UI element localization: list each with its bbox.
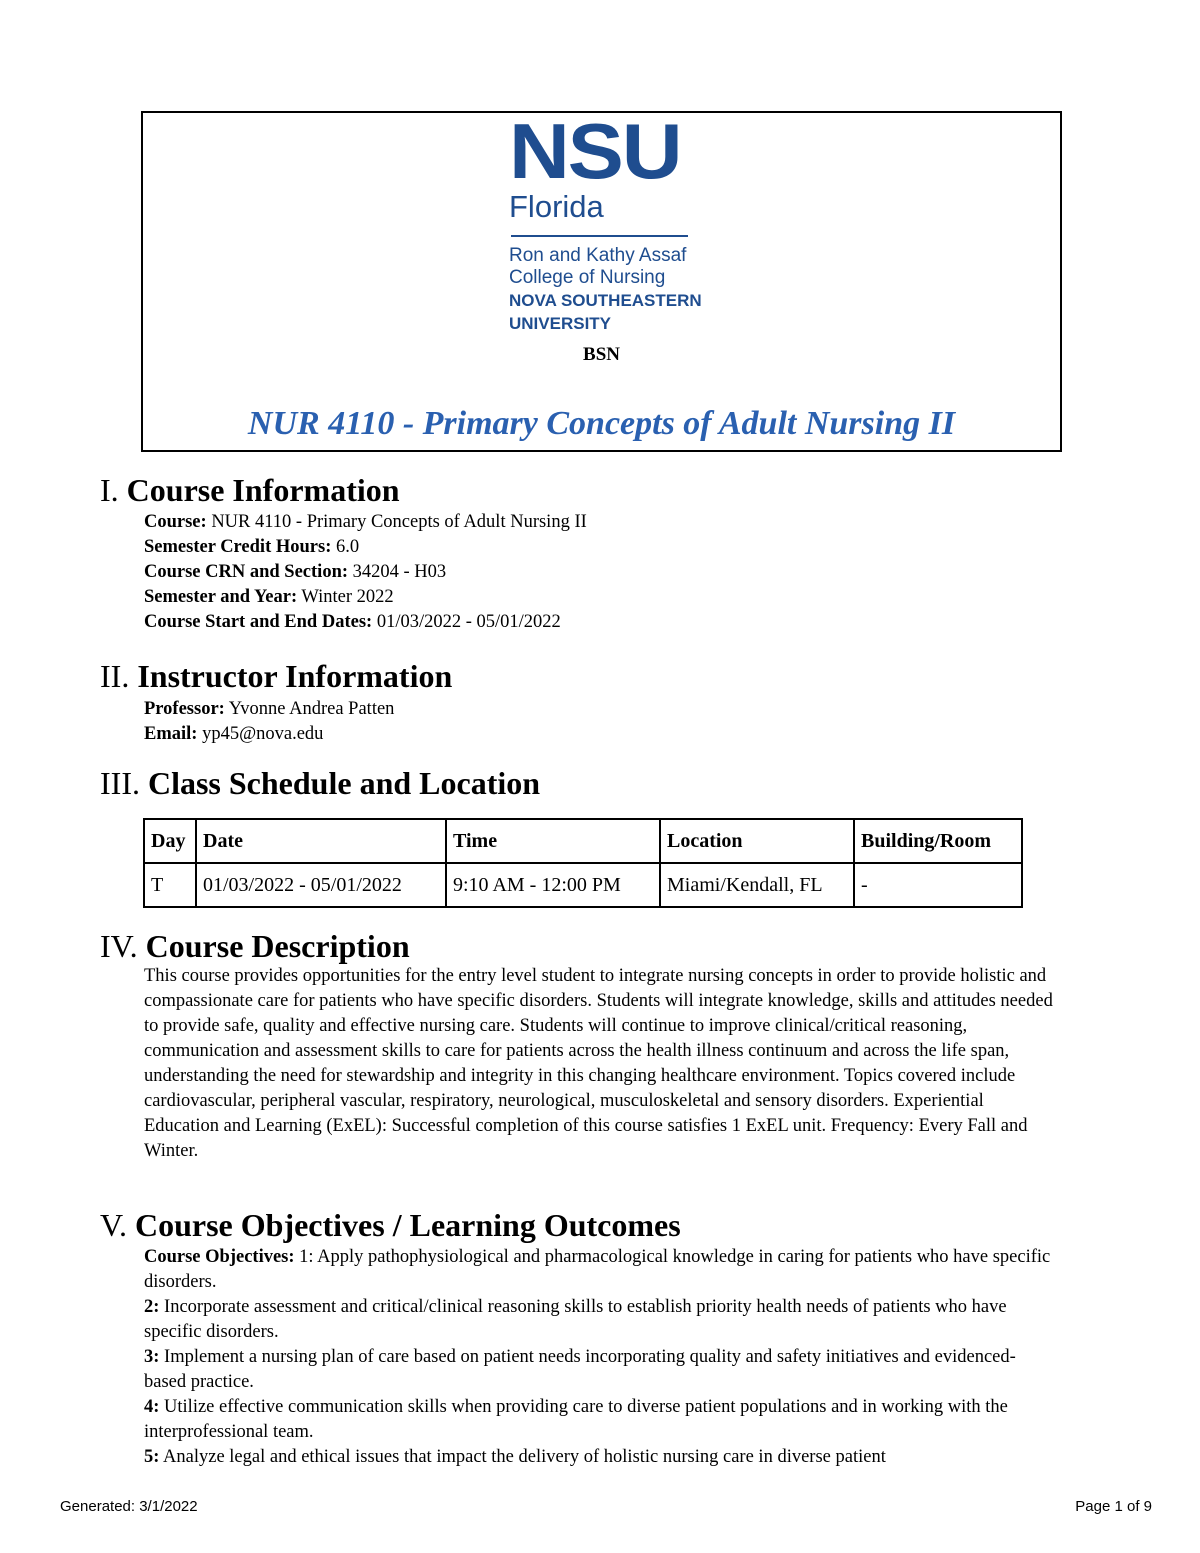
logo-divider <box>511 235 688 237</box>
email-link[interactable]: yp45@nova.edu <box>202 724 324 744</box>
table-row <box>144 863 1022 907</box>
info-row: Semester Credit Hours: 6.0 <box>144 537 360 557</box>
footer-page-number: Page 1 of 9 <box>1075 1498 1152 1515</box>
table-cell: T <box>144 863 196 907</box>
table-header-cell: Day <box>144 819 196 863</box>
table-header-cell: Location <box>660 819 854 863</box>
table-header-row <box>144 819 1022 863</box>
section-heading: I. Course Information <box>100 472 400 508</box>
table-cell: - <box>854 863 1022 907</box>
section-course-description <box>100 928 410 964</box>
schedule-table <box>143 818 1023 908</box>
objective-item: 3: Implement a nursing plan of care based on patient needs incorporating quality and safety initiatives and evidenced-based practice. <box>144 1347 1016 1392</box>
logo-line-bold: UNIVERSITY <box>509 314 612 333</box>
section-heading: IV. Course Description <box>100 928 410 964</box>
objective-item: Course Objectives: 1: Apply pathophysiological and pharmacological knowledge in caring for patients who have specific disorders. <box>144 1247 1051 1292</box>
logo-florida-text: Florida <box>509 189 604 224</box>
section-heading: III. Class Schedule and Location <box>100 765 541 801</box>
info-row: Email: yp45@nova.edu <box>144 724 324 744</box>
info-row: Professor: Yvonne Andrea Patten <box>144 699 395 719</box>
table-header-cell: Time <box>446 819 660 863</box>
section-instructor-information <box>100 658 452 694</box>
objective-item: 5: Analyze legal and ethical issues that impact the delivery of holistic nursing care in diverse patient <box>144 1447 886 1467</box>
info-row: Course: NUR 4110 - Primary Concepts of Adult Nursing II <box>144 512 587 532</box>
section-class-schedule <box>100 765 540 801</box>
course-title: NUR 4110 - Primary Concepts of Adult Nursing II <box>247 405 956 442</box>
instructor-info-list <box>144 697 1059 747</box>
logo-line: College of Nursing <box>509 267 666 288</box>
section-heading: V. Course Objectives / Learning Outcomes <box>100 1207 681 1243</box>
section-course-objectives <box>100 1207 681 1243</box>
logo-line-bold: NOVA SOUTHEASTERN <box>509 291 702 310</box>
table-header-cell: Date <box>196 819 446 863</box>
section-course-information <box>100 472 400 508</box>
logo-line: Ron and Kathy Assaf <box>509 245 687 266</box>
footer-generated: Generated: 3/1/2022 <box>60 1498 198 1515</box>
logo-nsu-text: NSU <box>509 107 681 195</box>
info-row: Course Start and End Dates: 01/03/2022 - 05/01/2022 <box>144 612 561 632</box>
objective-item: 2: Incorporate assessment and critical/clinical reasoning skills to establish priority health needs of patients who have specific disorders. <box>144 1297 1007 1342</box>
table-cell: 9:10 AM - 12:00 PM <box>446 863 660 907</box>
nsu-logo <box>509 107 709 335</box>
header-box <box>141 107 1062 452</box>
degree-label: BSN <box>583 344 620 365</box>
objectives-list <box>144 1245 1054 1470</box>
course-description-text: This course provides opportunities for the entry level student to integrate nursing concepts in order to provide holistic and compassionate care for patients who have specific disorders. Students will integrate knowledge, skills and attitudes needed to provide safe, quality and effective nursing care. Students will continue to improve clinical/critical reasoning, communication and assessment skills to care for patients across the health illness continuum and across the life span, understanding the need for stewardship and integrity in this changing healthcare environment. Topics covered include cardiovascular, peripheral vascular, respiratory, neurological, musculoskeletal and sensory disorders. Experiential Education and Learning (ExEL): Successful completion of this course satisfies 1 ExEL unit. Frequency: Every Fall and Winter. <box>144 966 1053 1161</box>
info-row: Course CRN and Section: 34204 - H03 <box>144 562 447 582</box>
section-heading: II. Instructor Information <box>100 658 453 694</box>
table-header-cell: Building/Room <box>854 819 1022 863</box>
table-cell: 01/03/2022 - 05/01/2022 <box>196 863 446 907</box>
course-info-list <box>144 510 1059 635</box>
info-row: Semester and Year: Winter 2022 <box>144 587 394 607</box>
table-cell: Miami/Kendall, FL <box>660 863 854 907</box>
objective-item: 4: Utilize effective communication skills when providing care to diverse patient populations and in working with the interprofessional team. <box>144 1397 1008 1442</box>
